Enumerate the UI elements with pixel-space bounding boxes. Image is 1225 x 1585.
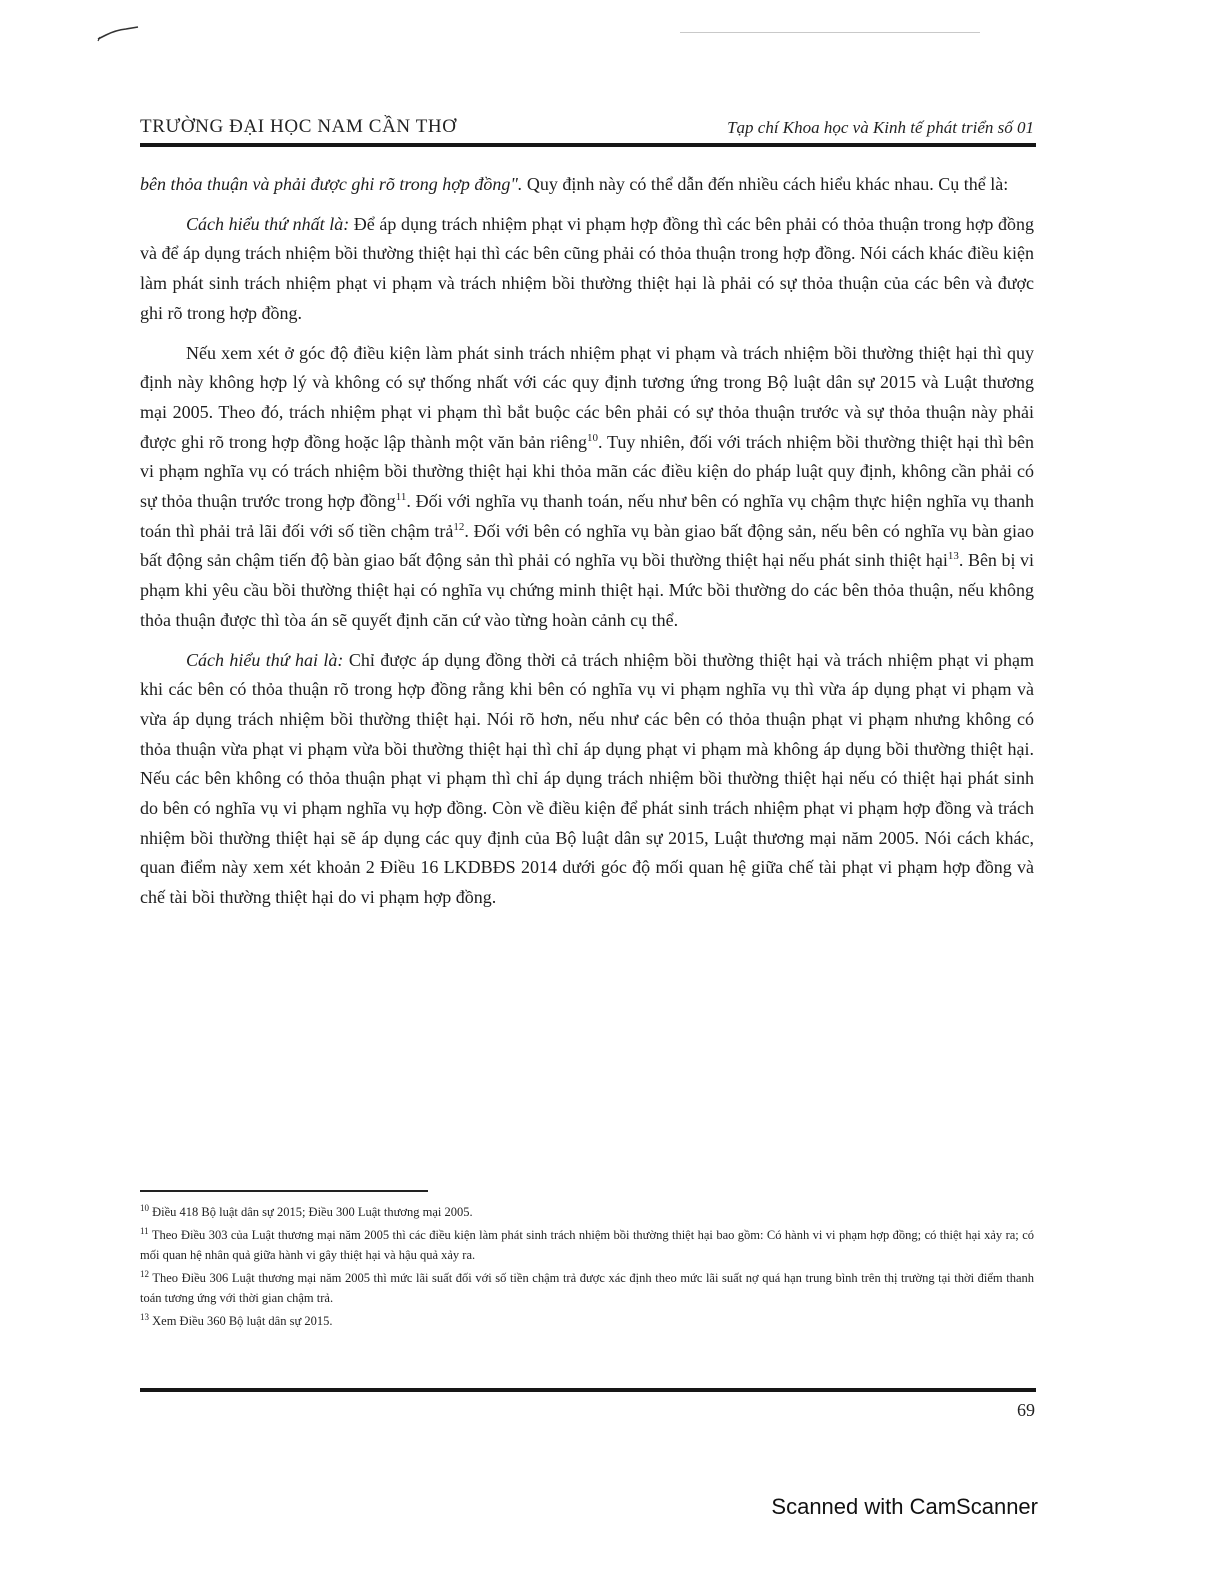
university-name: TRƯỜNG ĐẠI HỌC NAM CẦN THƠ: [140, 116, 457, 137]
running-header: [140, 112, 1034, 140]
paragraph-text: Quy định này có thể dẫn đến nhiều cách hiểu khác nhau. Cụ thể là:: [522, 174, 1009, 194]
paragraph-text: Chỉ được áp dụng đồng thời cả trách nhiệm bồi thường thiệt hại và trách nhiệm phạt vi phạm khi các bên có thỏa thuận rõ trong hợp đồng rằng khi bên có nghĩa vụ vi phạm nghĩa vụ thì vừa áp dụng phạt vi phạm và vừa áp dụng trách nhiệm bồi thường thiệt hại. Nói rõ hơn, nếu như các bên có thỏa thuận phạt vi phạm nhưng không có thỏa thuận vừa phạt vi phạm vừa bồi thường thiệt hại thì chỉ áp dụng phạt vi phạm mà không áp dụng bồi thường thiệt hại. Nếu các bên không có thỏa thuận phạt vi phạm thì chỉ áp dụng trách nhiệm bồi thường thiệt hại nếu có thiệt hại phát sinh do bên có nghĩa vụ vi phạm nghĩa vụ hợp đồng. Còn về điều kiện để phát sinh trách nhiệm phạt vi phạm hợp đồng và trách nhiệm bồi thường thiệt hại sẽ áp dụng các quy định của Bộ luật dân sự 2015, Luật thương mại năm 2005. Nói cách khác, quan điểm này xem xét khoản 2 Điều 16 LKDBĐS 2014 dưới góc độ mối quan hệ giữa chế tài phạt vi phạm hợp đồng và chế tài bồi thường thiệt hại do vi phạm hợp đồng.: [140, 649, 1034, 908]
quote-italic: bên thỏa thuận và phải được ghi rõ trong hợp đồng".: [140, 174, 523, 194]
footnote-ref: 10: [586, 431, 598, 444]
footnote-separator: [140, 1190, 428, 1192]
footnote-number: 11: [140, 1225, 149, 1236]
scan-artifact-line: [680, 32, 980, 33]
paragraph-continuation: [140, 170, 1034, 200]
footnote-number: 13: [140, 1311, 149, 1322]
footnote: [140, 1202, 1034, 1222]
footnote: [140, 1268, 1034, 1308]
footnote: [140, 1311, 1034, 1331]
paragraph-text: . Tuy nhiên, đối với trách nhiệm bồi thường thiệt hại thì bên vi phạm nghĩa vụ có trách nhiệm bồi thường thiệt hại khi thỏa mãn các điều kiện do pháp luật quy định, không cần phải có sự thỏa thuận trước trong hợp đồng: [140, 431, 1034, 512]
scan-pen-mark: [96, 24, 140, 42]
paragraph-text: Nếu xem xét ở góc độ điều kiện làm phát sinh trách nhiệm phạt vi phạm và trách nhiệm bồi thường thiệt hại thì quy định này không hợp lý và không có sự thống nhất với các quy định tương ứng trong Bộ luật dân sự 2015 và Luật thương mại 2005. Theo đó, trách nhiệm phạt vi phạm thì bắt buộc các bên phải có sự thỏa thuận trước và sự thỏa thuận này phải được ghi rõ trong hợp đồng hoặc lập thành một văn bản riêng: [140, 342, 1034, 452]
interpretation-label: Cách hiểu thứ hai là:: [186, 649, 344, 670]
footnote-text: Theo Điều 303 của Luật thương mại năm 2005 thì các điều kiện làm phát sinh trách nhiệm bồi thường thiệt hại bao gồm: Có hành vi vi phạm hợp đồng; có thiệt hại xảy ra; có mối quan hệ nhân quả giữa hành vi gây thiệt hại và hậu quả xảy ra.: [140, 1228, 1034, 1262]
article-body: [140, 170, 1034, 923]
paragraph-second-interpretation: [140, 646, 1034, 913]
footnote-text: Điều 418 Bộ luật dân sự 2015; Điều 300 Luật thương mại 2005.: [149, 1205, 473, 1219]
paragraph-text: . Đối với bên có nghĩa vụ bàn giao bất động sản, nếu bên có nghĩa vụ bàn giao bất động sản chậm tiến độ bàn giao bất động sản thì phải có nghĩa vụ bồi thường thiệt hại nếu phát sinh thiệt hại: [140, 520, 1034, 571]
footnote-ref: 12: [453, 520, 465, 533]
interpretation-label: Cách hiểu thứ nhất là:: [186, 213, 350, 234]
page-number: 69: [1017, 1400, 1035, 1420]
paragraph-text: Để áp dụng trách nhiệm phạt vi phạm hợp đồng thì các bên phải có thỏa thuận trong hợp đồng và để áp dụng trách nhiệm bồi thường thiệt hại thì các bên cũng phải có thỏa thuận trong hợp đồng. Nói cách khác điều kiện làm phát sinh trách nhiệm phạt vi phạm và trách nhiệm bồi thường thiệt hại là phải có sự thỏa thuận của các bên và được ghi rõ trong hợp đồng.: [140, 213, 1034, 323]
footnotes: [140, 1202, 1034, 1334]
footer-rule: [140, 1388, 1036, 1392]
paragraph-first-interpretation: [140, 210, 1034, 329]
paragraph-analysis: [140, 339, 1034, 636]
footnote-number: 10: [140, 1202, 149, 1213]
journal-title: Tạp chí Khoa học và Kinh tế phát triển số 01: [727, 118, 1034, 137]
paragraph-text: . Đối với nghĩa vụ thanh toán, nếu như bên có nghĩa vụ chậm thực hiện nghĩa vụ thanh toán thì phải trả lãi đối với số tiền chậm trả: [140, 491, 1034, 541]
footnote-text: Xem Điều 360 Bộ luật dân sự 2015.: [149, 1314, 333, 1328]
footnote-ref: 13: [947, 550, 959, 563]
scanner-watermark: Scanned with CamScanner: [771, 1494, 1038, 1519]
footnote: [140, 1225, 1034, 1265]
paragraph-text: . Bên bị vi phạm khi yêu cầu bồi thường thiệt hại có nghĩa vụ chứng minh thiệt hại. Mức bồi thường do các bên thỏa thuận, nếu không thỏa thuận được thì tòa án sẽ quyết định căn cứ vào từng hoàn cảnh cụ thể.: [140, 550, 1035, 630]
footnote-number: 12: [140, 1268, 149, 1279]
header-rule: [140, 143, 1036, 147]
footnote-text: Theo Điều 306 Luật thương mại năm 2005 thì mức lãi suất đối với số tiền chậm trả được xác định theo mức lãi suất nợ quá hạn trung bình trên thị trường tại thời điểm thanh toán tương ứng với thời gian chậm trả.: [140, 1271, 1034, 1305]
footnote-ref: 11: [395, 491, 407, 504]
